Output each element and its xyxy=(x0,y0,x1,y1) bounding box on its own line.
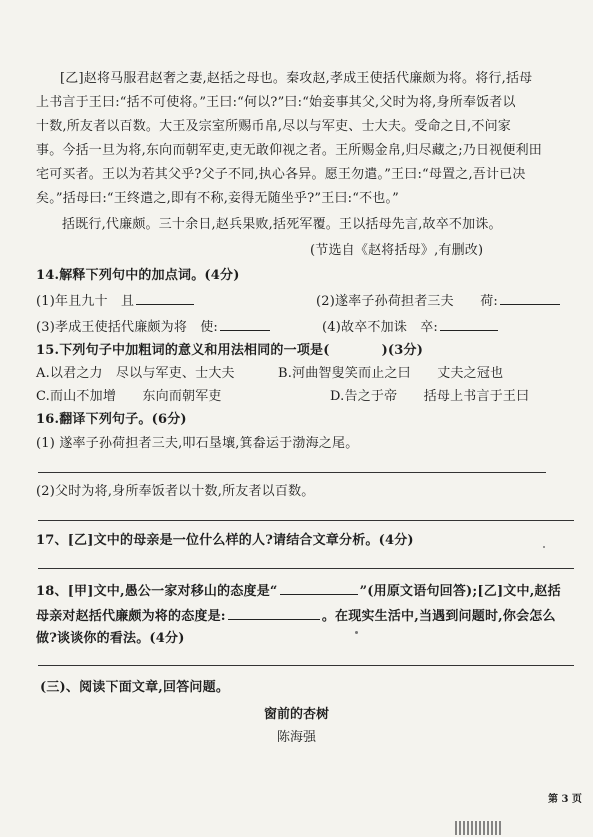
q16-stem: 16.翻译下列句子。(6分) xyxy=(36,412,187,427)
q15-stem xyxy=(36,343,423,359)
q14-answer-3[interactable] xyxy=(220,318,270,331)
q14-item-1-text: (1)年且九十 且 xyxy=(36,294,135,309)
q16-sentence-2: (2)父时为将,身所奉饭者以十数,所友者以百数。 xyxy=(36,484,315,499)
article-title: 窗前的杏树 xyxy=(263,707,329,722)
q18-line-2b: 。在现实生活中,当遇到问题时,你会怎么 xyxy=(321,609,556,624)
q17-answer-line[interactable] xyxy=(38,568,574,569)
q18-answer-1[interactable] xyxy=(280,582,358,595)
q18-line-2 xyxy=(36,607,556,625)
q18-line-1 xyxy=(36,582,561,600)
q18-answer-2[interactable] xyxy=(228,607,320,620)
q14-answer-2[interactable] xyxy=(500,292,560,305)
passage-line-1: [乙]赵将马服君赵奢之妻,赵括之母也。秦攻赵,孝成王使括代廉颇为将。将行,括母 xyxy=(60,71,533,86)
q17-stem: 17、[乙]文中的母亲是一位什么样的人?请结合文章分析。(4分) xyxy=(36,533,414,548)
q18-line-2a: 母亲对赵括代廉颇为将的态度是: xyxy=(36,609,226,624)
q14-item-3-text: (3)孝成王使括代廉颇为将 使: xyxy=(36,320,218,335)
scan-speck xyxy=(543,546,545,548)
q18-line-3: 做?谈谈你的看法。(4分) xyxy=(36,631,185,646)
passage-source: (节选自《赵将括母》,有删改) xyxy=(310,243,484,258)
q14-item-4 xyxy=(322,318,500,336)
q14-answer-4[interactable] xyxy=(440,318,498,331)
qr-stamp xyxy=(455,821,501,835)
q14-item-2 xyxy=(316,292,562,310)
scan-speck xyxy=(355,631,358,634)
q15-option-b: B.河曲智叟笑而止之曰 丈夫之冠也 xyxy=(278,366,504,381)
q15-option-a: A.以君之力 尽以与军吏、士大夫 xyxy=(36,366,235,381)
q14-stem: 14.解释下列句中的加点词。(4分) xyxy=(36,268,240,283)
q16-answer-line-1[interactable] xyxy=(38,472,546,473)
passage-line-6: 矣。”括母曰:“王终遣之,即有不称,妾得无随坐乎?”王曰:“不也。” xyxy=(36,191,400,206)
q15-stem-text: 15.下列句子中加粗词的意义和用法相同的一项是( xyxy=(36,343,330,358)
q14-item-3 xyxy=(36,318,272,336)
q18-line-1b: ”(用原文语句回答);[乙]文中,赵括 xyxy=(359,584,561,599)
q16-answer-line-2[interactable] xyxy=(38,520,574,521)
q14-item-1 xyxy=(36,292,196,310)
article-author: 陈海强 xyxy=(276,730,316,745)
q18-answer-line[interactable] xyxy=(38,665,574,666)
q14-item-2-text: (2)遂率子孙荷担者三夫 荷: xyxy=(316,294,498,309)
page-number: 第 3 页 xyxy=(548,794,582,805)
passage-line-2: 上书言于王曰:“括不可使将。”王曰:“何以?”曰:“始妾事其父,父时为将,身所奉饭者以 xyxy=(36,95,516,110)
q14-item-4-text: (4)故卒不加诛 卒: xyxy=(322,320,438,335)
q15-option-d: D.告之于帝 括母上书言于王曰 xyxy=(330,389,530,404)
q16-sentence-1: (1) 遂率子孙荷担者三夫,叩石垦壤,箕畚运于渤海之尾。 xyxy=(36,436,359,451)
q14-answer-1[interactable] xyxy=(136,292,194,305)
passage-line-5: 宅可买者。王以为若其父乎?父子不同,执心各异。愿王勿遣。”王曰:“母置之,吾计已决 xyxy=(36,167,526,182)
q15-stem-points: )(3分) xyxy=(381,343,424,358)
section3-heading: (三)、阅读下面文章,回答问题。 xyxy=(40,680,230,695)
passage-line-3: 十数,所友者以百数。大王及宗室所赐币帛,尽以与军吏、士大夫。受命之日,不问家 xyxy=(36,119,511,134)
q18-line-1a: 18、[甲]文中,愚公一家对移山的态度是“ xyxy=(36,584,278,599)
q15-option-c: C.而山不加增 东向而朝军吏 xyxy=(36,389,222,404)
passage-paragraph-2: 括既行,代廉颇。三十余日,赵兵果败,括死军覆。王以括母先言,故卒不加诛。 xyxy=(62,217,502,232)
passage-line-4: 事。今括一旦为将,东向而朝军吏,吏无敢仰视之者。王所赐金帛,归尽藏之;乃日视便利田 xyxy=(36,143,542,158)
